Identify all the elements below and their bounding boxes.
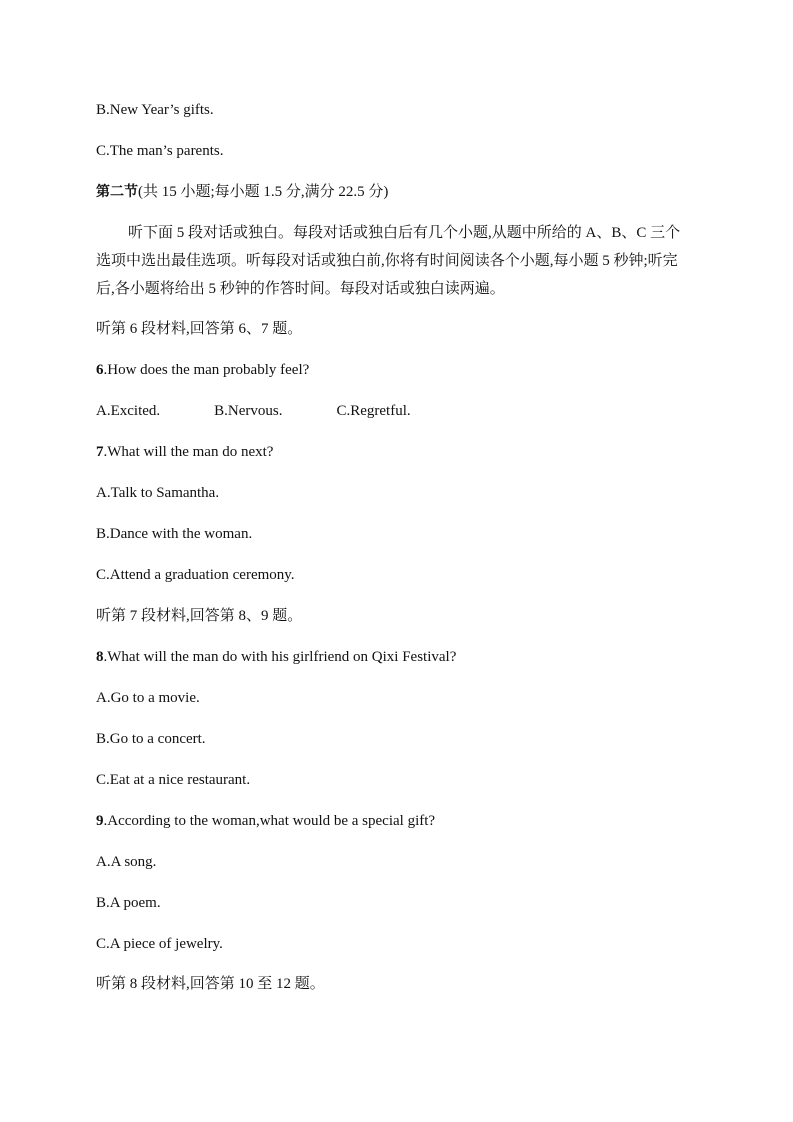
question-8-number: 8 — [96, 649, 104, 665]
question-6 — [96, 360, 309, 380]
option-c-prev: C.The man’s parents. — [96, 143, 224, 159]
section-title: 第二节 — [96, 184, 138, 200]
question-7 — [96, 442, 273, 462]
question-6-stem: .How does the man probably feel? — [103, 362, 310, 378]
q6-option-c[interactable]: C.Regretful. — [336, 403, 411, 419]
question-6-options — [96, 401, 411, 421]
material-6-heading: 听第 6 段材料,回答第 6、7 题。 — [96, 321, 303, 337]
material-8-heading: 听第 8 段材料,回答第 10 至 12 题。 — [96, 976, 325, 992]
option-b-prev: B.New Year’s gifts. — [96, 102, 214, 118]
question-8 — [96, 647, 456, 667]
question-9-stem: .According to the woman,what would be a special gift? — [103, 813, 436, 829]
q6-option-b[interactable]: B.Nervous. — [214, 403, 283, 419]
question-6-number: 6 — [96, 362, 104, 378]
section-instructions — [96, 219, 686, 303]
q6-option-a[interactable]: A.Excited. — [96, 403, 161, 419]
q7-option-a[interactable]: A.Talk to Samantha. — [96, 485, 220, 501]
q7-option-b[interactable]: B.Dance with the woman. — [96, 526, 253, 542]
section-scoring: (共 15 小题;每小题 1.5 分,满分 22.5 分) — [138, 184, 389, 200]
question-7-stem: .What will the man do next? — [103, 444, 274, 460]
material-7-heading: 听第 7 段材料,回答第 8、9 题。 — [96, 608, 303, 624]
q8-option-a[interactable]: A.Go to a movie. — [96, 690, 200, 706]
q9-option-a[interactable]: A.A song. — [96, 854, 157, 870]
instructions-text: 听下面 5 段对话或独白。每段对话或独白后有几个小题,从题中所给的 A、B、C 三个选项中选出最佳选项。听每段对话或独白前,你将有时间阅读各个小题,每小题 5 秒钟;听完后,各小题将给出 5 秒钟的作答时间。每段对话或独白读两遍。 — [96, 225, 681, 297]
q9-option-c[interactable]: C.A piece of jewelry. — [96, 936, 223, 952]
q9-option-b[interactable]: B.A poem. — [96, 895, 161, 911]
section-heading — [96, 182, 388, 202]
q8-option-b[interactable]: B.Go to a concert. — [96, 731, 206, 747]
q7-option-c[interactable]: C.Attend a graduation ceremony. — [96, 567, 295, 583]
q8-option-c[interactable]: C.Eat at a nice restaurant. — [96, 772, 251, 788]
question-9 — [96, 811, 435, 831]
question-8-stem: .What will the man do with his girlfriend on Qixi Festival? — [103, 649, 457, 665]
question-9-number: 9 — [96, 813, 104, 829]
question-7-number: 7 — [96, 444, 104, 460]
